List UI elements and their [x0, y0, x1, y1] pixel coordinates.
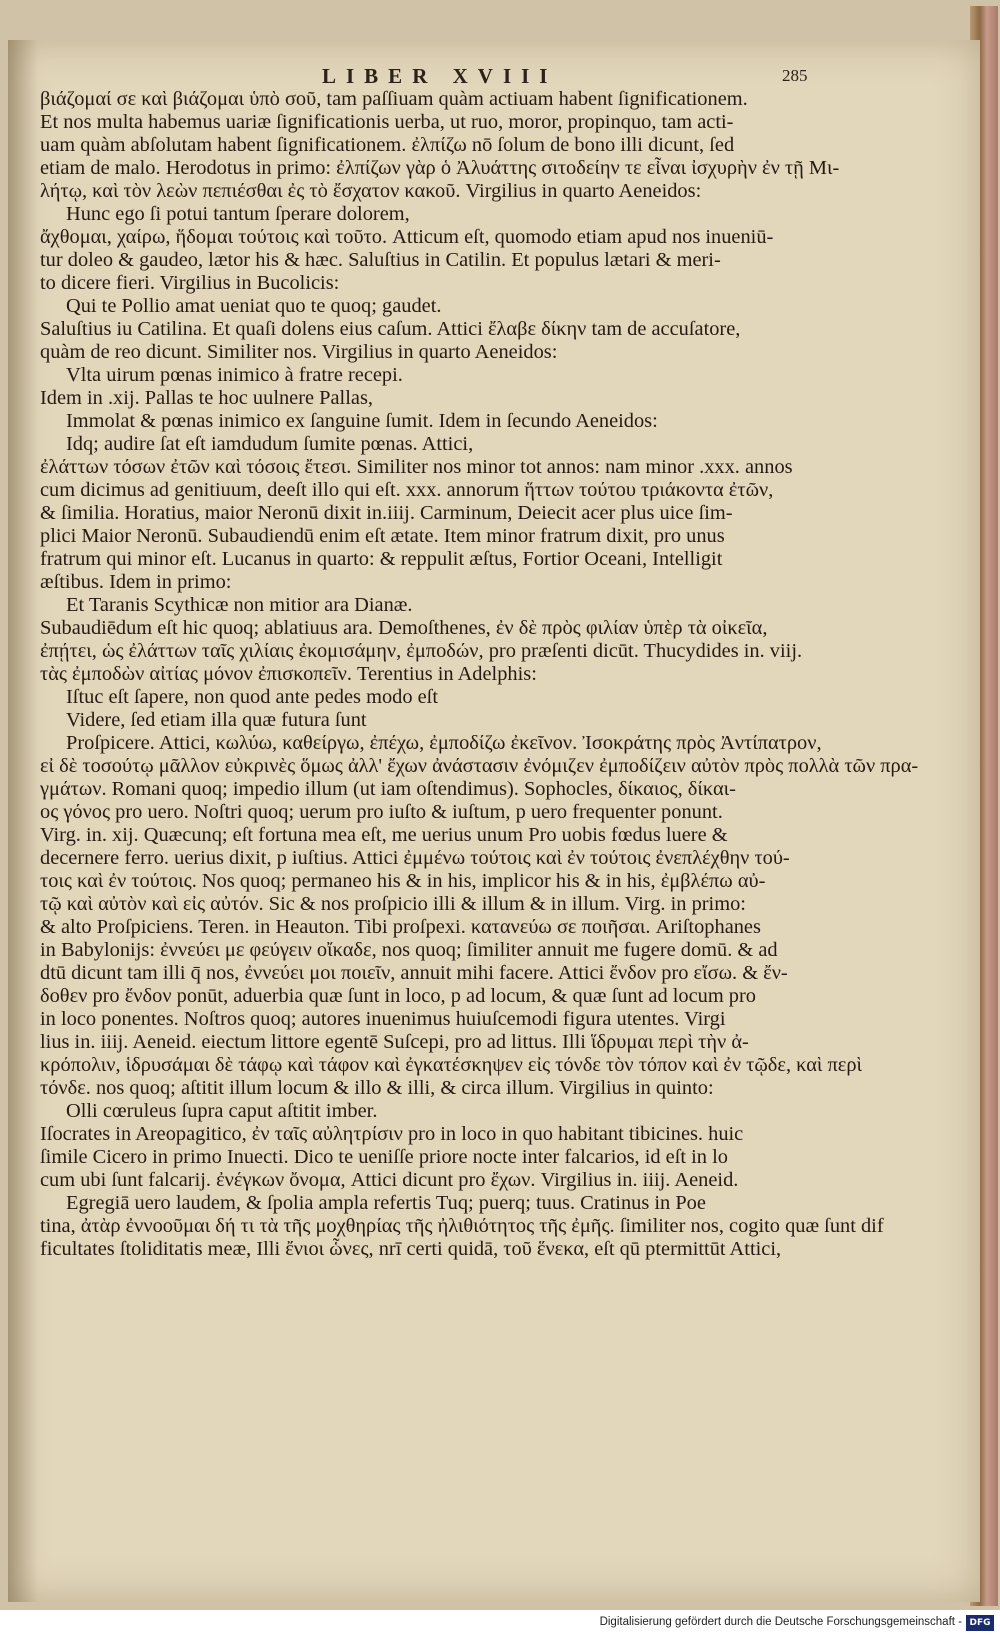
text-line: Olli cœruleus ſupra caput aſtitit imber.	[66, 1100, 378, 1122]
text-line: ος γόνος pro uero. Noſtri quoq; uerum pro iuſto & iuſtum, p uero frequenter ponunt.	[40, 801, 723, 823]
text-line: Idq; audire ſat eſt iamdudum ſumite pœnas. Attici,	[66, 433, 474, 455]
text-line: tur doleo & gaudeo, lætor his & hæc. Saluſtius in Catilin. Et populus lætari & meri-	[40, 249, 721, 271]
text-line: etiam de malo. Herodotus in primo: ἐλπίζων γὰρ ὁ Ἀλυάττης σιτοδείην τε εἶναι ἰσχυρὴν ἐν τῇ Μι-	[40, 157, 840, 179]
text-line: Saluſtius iu Catilina. Et quaſi dolens eius caſum. Attici ἔλαβε δίκην tam de accuſatore,	[40, 318, 741, 340]
text-line: ficultates ſtoliditatis meæ, Illi ἔνιοι ὧνες, nrī certi quidā, τοῦ ἕνεκα, eſt qū ptermittūt Attici,	[40, 1238, 782, 1260]
text-line: γμάτων. Romani quoq; impedio illum (ut iam oſtendimus). Sophocles, δίκαιος, δίκαι-	[40, 778, 736, 800]
folio-number: 285	[782, 66, 808, 85]
text-line: dtū dicunt tam illi q̄ nos, ἐννεύει μοι ποιεῖν, annuit mihi facere. Attici ἔνδον pro εἴσω. & ἔν-	[40, 962, 788, 984]
text-line: Idem in .xij. Pallas te hoc uulnere Pallas,	[40, 387, 373, 409]
text-line: ἐπῄτει, ὡς ἐλάττων ταῖς χιλίαις ἐκομισάμην, ἐμποδών, pro præſenti dicūt. Thucydides in. viij.	[40, 640, 803, 662]
text-line: & ſimilia. Horatius, maior Neronū dixit in.iiij. Carminum, Deiecit acer plus uice ſim-	[40, 502, 733, 524]
text-line: & alto Proſpiciens. Teren. in Heauton. Tibi proſpexi. κατανεύω σε ποιῆσαι. Ariſtophanes	[40, 916, 761, 938]
text-line: τόνδε. nos quoq; aſtitit illum locum & illo & illi, & circa illum. Virgilius in quinto:	[40, 1077, 714, 1099]
body-text	[40, 88, 919, 1261]
text-line: ἄχθομαι, χαίρω, ἥδομαι τούτοις καὶ τοῦτο. Atticum eſt, quomodo etiam apud nos inueniū-	[40, 226, 774, 248]
text-line: Videre, ſed etiam illa quæ futura ſunt	[66, 709, 367, 731]
text-line: Egregiā uero laudem, & ſpolia ampla refertis Tuq; puerq; tuus. Cratinus in Poe	[66, 1192, 706, 1214]
text-line: ἐλάττων τόσων ἐτῶν καὶ τόσοις ἔτεσι. Similiter nos minor tot annos: nam minor .xxx. annos	[40, 456, 793, 478]
text-line: tina, ἀτὰρ ἐννοοῦμαι δή τι τὰ τῆς μοχθηρίας τῆς ἠλιθιότητος τῆς ἐμῆς. ſimiliter nos, cogito quæ ſunt dif	[40, 1215, 884, 1237]
running-title: LIBER XVIII	[322, 64, 558, 88]
text-line: in Babylonijs: ἐννεύει με φεύγειν οἴκαδε, nos quoq; ſimiliter annuit me fugere domū. & ad	[40, 939, 778, 961]
text-line: Qui te Pollio amat ueniat quo te quoq; gaudet.	[66, 295, 442, 317]
text-line: δοθεν pro ἔνδον ponūt, aduerbia quæ ſunt in loco, p ad locum, & quæ ſunt ad locum pro	[40, 985, 756, 1007]
text-line: plici Maior Neronū. Subaudiendū enim eſt ætate. Item minor fratrum dixit, pro unus	[40, 525, 725, 547]
text-line: Et Taranis Scythicæ non mitior ara Dianæ.	[66, 594, 413, 616]
text-line: cum ubi ſunt falcarij. ἐνέγκων ὄνομα, Attici dicunt pro ἔχων. Virgilius in. iiij. Aeneid.	[40, 1169, 739, 1191]
text-line: τῷ καὶ αὐτὸν καὶ εἰς αὐτόν. Sic & nos proſpicio illi & illum & in illum. Virg. in primo:	[40, 893, 746, 915]
text-line: Et nos multa habemus uariæ ſignificationis uerba, ut ruo, moror, propinquo, tam acti-	[40, 111, 734, 133]
text-line: lius in. iiij. Aeneid. eiectum littore egentē Suſcepi, pro ad littus. Illi ἵδρυμαι περὶ τὴν ἀ-	[40, 1031, 749, 1053]
text-line: in loco ponentes. Noſtros quoq; autores inuenimus huiuſcemodi figura utentes. Virgi	[40, 1008, 726, 1030]
text-line: to dicere fieri. Virgilius in Bucolicis:	[40, 272, 340, 294]
text-line: Virg. in. xij. Quæcunq; eſt fortuna mea eſt, me uerius unum Pro uobis fœdus luere &	[40, 824, 728, 846]
text-line: τοις καὶ ἐν τούτοις. Nos quoq; permaneo his & in his, implicor his & in his, ἐμβλέπω αὐ-	[40, 870, 766, 892]
text-line: κρόπολιν, ἱδρυσάμαι δὲ τάφῳ καὶ τάφον καὶ ἐγκατέσκηψεν εἰς τόνδε τὸν τόπον καὶ ἐν τῷδε, καὶ περὶ	[40, 1054, 863, 1076]
dfg-logo-icon: DFG	[966, 1615, 994, 1631]
funding-notice: Digitalisierung gefördert durch die Deutsche Forschungsgemeinschaft -	[599, 1616, 962, 1628]
text-line: Hunc ego ſi potui tantum ſperare dolorem,	[66, 203, 410, 225]
text-line: Iſocrates in Areopagitico, ἐν ταῖς αὐλητρίσιν pro in loco in quo habitant tibicines. huic	[40, 1123, 744, 1145]
text-line: quàm de reo dicunt. Similiter nos. Virgilius in quarto Aeneidos:	[40, 341, 558, 363]
text-line: cum dicimus ad genitiuum, deeſt illo qui eſt. xxx. annorum ἥττων τούτου τριάκοντα ἐτῶν,	[40, 479, 774, 501]
text-line: τὰς ἐμποδὼν αἰτίας μόνον ἐπισκοπεῖν. Terentius in Adelphis:	[40, 663, 537, 685]
text-line: decernere ferro. uerius dixit, p iuſtius. Attici ἐμμένω τούτοις καὶ ἐν τούτοις ἐνεπλέχθην τού-	[40, 847, 790, 869]
text-line: Iſtuc eſt ſapere, non quod ante pedes modo eſt	[66, 686, 439, 708]
text-line: Vlta uirum pœnas inimico à fratre recepi.	[66, 364, 403, 386]
text-line: ſimile Cicero in primo Inuecti. Dico te ueniſſe priore nocte inter falcarios, id eſt in lo	[40, 1146, 728, 1168]
text-line: Immolat & pœnas inimico ex ſanguine ſumit. Idem in ſecundo Aeneidos:	[66, 410, 658, 432]
text-line: uam quàm abſolutam habent ſignificationem. ἐλπίζω nō ſolum de bono illi dicunt, ſed	[40, 134, 735, 156]
text-line: Subaudiēdum eſt hic quoq; ablatiuus ara. Demoſthenes, ἐν δὲ πρὸς φιλίαν ὑπὲρ τὰ οἰκεῖα,	[40, 617, 768, 639]
text-line: fratrum qui minor eſt. Lucanus in quarto: & reppulit æſtus, Fortior Oceani, Intelligit	[40, 548, 723, 570]
text-line: Proſpicere. Attici, κωλύω, καθείργω, ἐπέχω, ἐμποδίζω ἐκεῖνον. Ἰσοκράτης πρὸς Ἀντίπατρον,	[66, 732, 822, 754]
text-line: βιάζομαί σε καὶ βιάζομαι ὑπὸ σοῦ, tam paſſiuam quàm actiuam habent ſignificationem.	[40, 88, 748, 110]
text-line: λήτῳ, καὶ τὸν λεὼν πεπιέσθαι ἐς τὸ ἔσχατον κακοῦ. Virgilius in quarto Aeneidos:	[40, 180, 702, 202]
text-line: æſtibus. Idem in primo:	[40, 571, 232, 593]
text-line: εἰ δὲ τοσούτῳ μᾶλλον εὐκρινὲς ὅμως ἀλλ' ἔχων ἀνάστασιν ἐνόμιζεν ἐμποδίζειν αὐτὸν πρὸς πολλὰ τῶν πρα-	[40, 755, 919, 777]
digitization-footer	[0, 1614, 1000, 1636]
gutter-shadow	[8, 40, 38, 1602]
